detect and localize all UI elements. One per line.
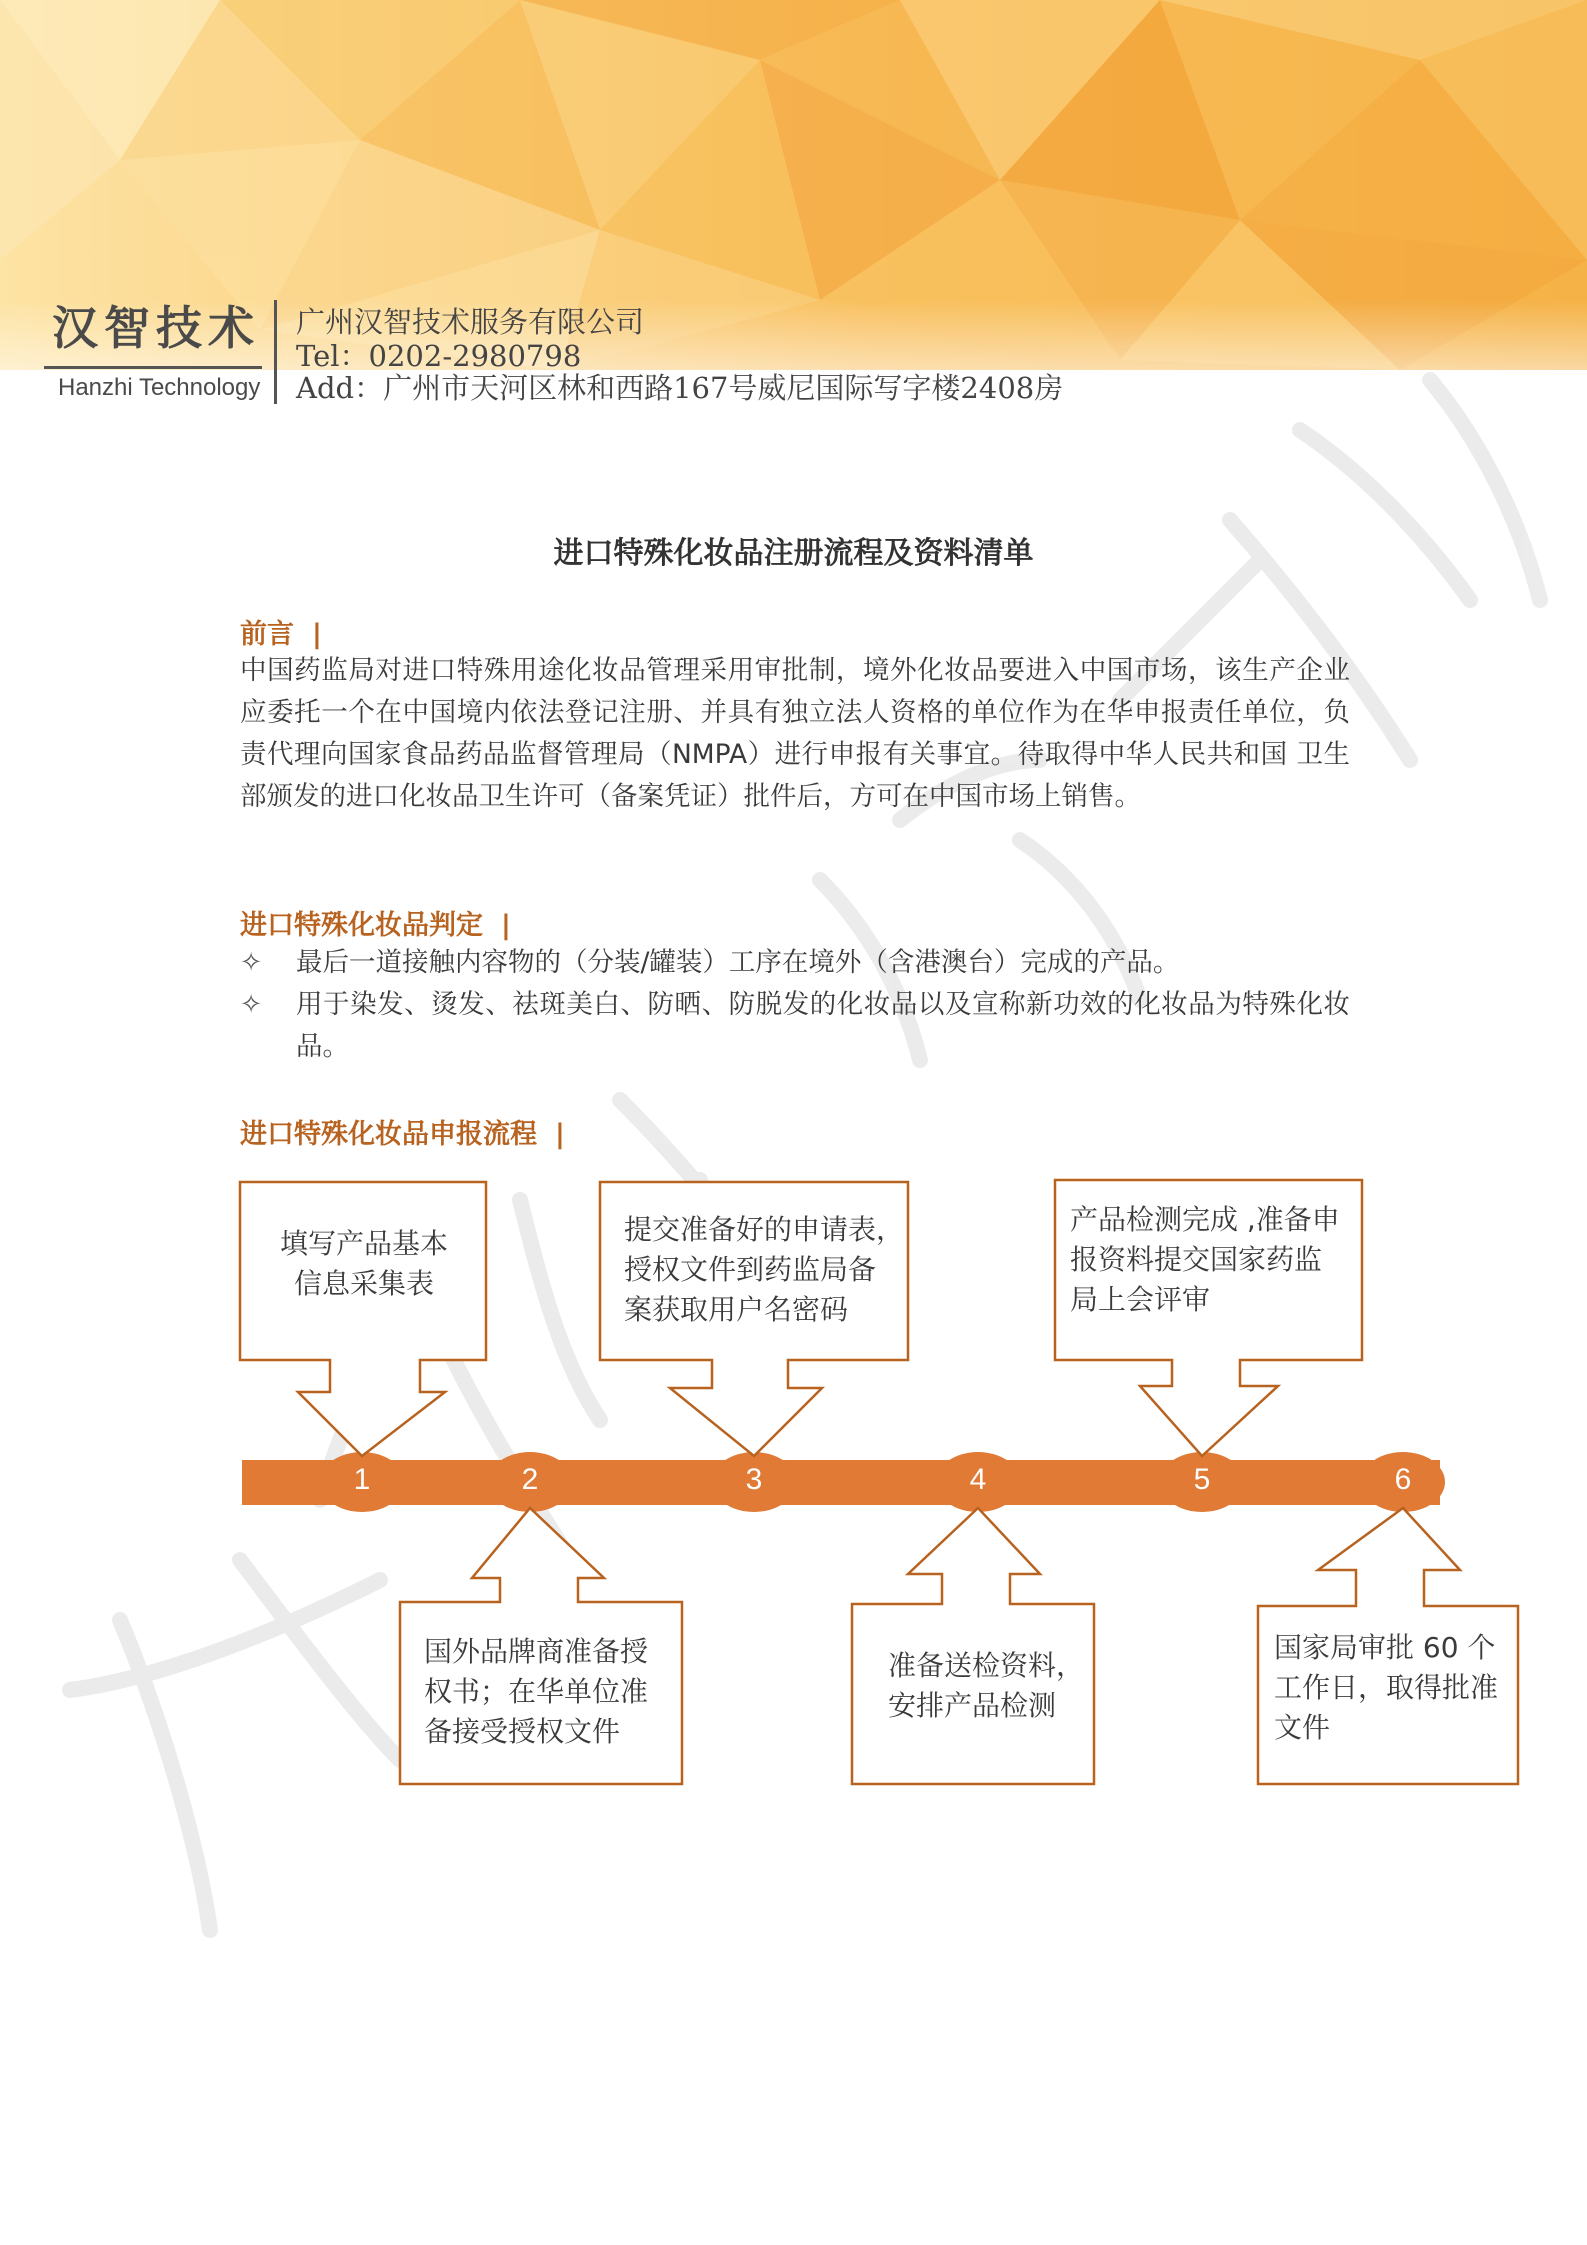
step-number-1: 1	[353, 1463, 371, 1496]
bullet-icon: ✧	[240, 947, 263, 978]
callout-line: 案获取用户名密码	[624, 1293, 849, 1326]
callout-line: 安排产品检测	[888, 1689, 1057, 1722]
preface-paragraph: 中国药监局对进口特殊用途化妆品管理采用审批制，境外化妆品要进入中国市场，该生产企业应委托一个在中国境内依法登记注册、并具有独立法人资格的单位作为在华申报责任单位，负责代理向国家食品药品监督管理局（NMPA）进行申报有关事宜。待取得中华人民共和国 卫生部颁发的进口化妆品卫生许可（备案凭证）批件后，方可在中国市场上销售。	[240, 655, 1350, 812]
callout-text-bottom-1	[424, 1632, 676, 1752]
callout-line: 报资料提交国家药监	[1070, 1243, 1323, 1276]
timeline-bar	[242, 1460, 1440, 1505]
bullet-icon: ✧	[240, 989, 263, 1020]
brand-logo-chinese: 汉智技术	[52, 301, 260, 355]
callout-line: 权书；在华单位准	[424, 1675, 649, 1708]
callout-text-bottom-2	[888, 1646, 1088, 1726]
process-heading	[240, 1112, 565, 1151]
callout-line: 提交准备好的申请表，	[624, 1213, 905, 1246]
criteria-heading	[240, 903, 511, 942]
document-title: 进口特殊化妆品注册流程及资料清单	[553, 536, 1034, 571]
callout-line: 信息采集表	[293, 1267, 434, 1300]
callout-line: 局上会评审	[1070, 1283, 1211, 1316]
callout-line: 填写产品基本	[279, 1227, 448, 1260]
criteria-item	[240, 942, 1350, 984]
callout-line: 备接受授权文件	[424, 1715, 621, 1748]
heading-pipe: |	[555, 1119, 565, 1150]
step-number-6: 6	[1394, 1463, 1412, 1496]
company-address: Add：广州市天河区林和西路167号威尼国际写字楼2408房	[296, 371, 1064, 405]
callout-text-bottom-3	[1274, 1628, 1514, 1748]
preface-heading	[240, 612, 322, 651]
heading-pipe: |	[312, 619, 322, 650]
heading-pipe: |	[501, 910, 511, 941]
step-number-3: 3	[745, 1463, 763, 1496]
callout-line: 产品检测完成 ,准备申	[1070, 1203, 1340, 1236]
callout-text-top-1	[258, 1224, 470, 1304]
brand-underline	[44, 366, 262, 369]
callout-line: 工作日，取得批准	[1274, 1671, 1499, 1704]
company-name: 广州汉智技术服务有限公司	[296, 305, 645, 339]
step-number-5: 5	[1193, 1463, 1211, 1496]
criteria-item-text: 最后一道接触内容物的（分装/罐装）工序在境外（含港澳台）完成的产品。	[296, 947, 1180, 978]
callout-line: 国外品牌商准备授	[424, 1635, 649, 1668]
criteria-item-text: 用于染发、烫发、祛斑美白、防晒、防脱发的化妆品以及宣称新功效的化妆品为特殊化妆品。	[296, 989, 1350, 1062]
callout-text-top-3	[1070, 1200, 1356, 1320]
callout-text-top-2	[624, 1210, 904, 1330]
preface-heading-text: 前言	[240, 619, 294, 650]
criteria-item	[240, 984, 1350, 1068]
criteria-heading-text: 进口特殊化妆品判定	[240, 910, 483, 941]
brand-divider	[274, 300, 277, 404]
step-number-4: 4	[969, 1463, 987, 1496]
callout-line: 国家局审批 60 个	[1274, 1631, 1496, 1664]
company-tel: Tel：0202-2980798	[296, 339, 582, 373]
brand-logo-english: Hanzhi Technology	[58, 374, 261, 401]
process-heading-text: 进口特殊化妆品申报流程	[240, 1119, 537, 1150]
step-number-2: 2	[521, 1463, 539, 1496]
callout-line: 授权文件到药监局备	[624, 1253, 877, 1286]
callout-line: 准备送检资料，	[888, 1649, 1085, 1682]
callout-line: 文件	[1274, 1711, 1331, 1744]
